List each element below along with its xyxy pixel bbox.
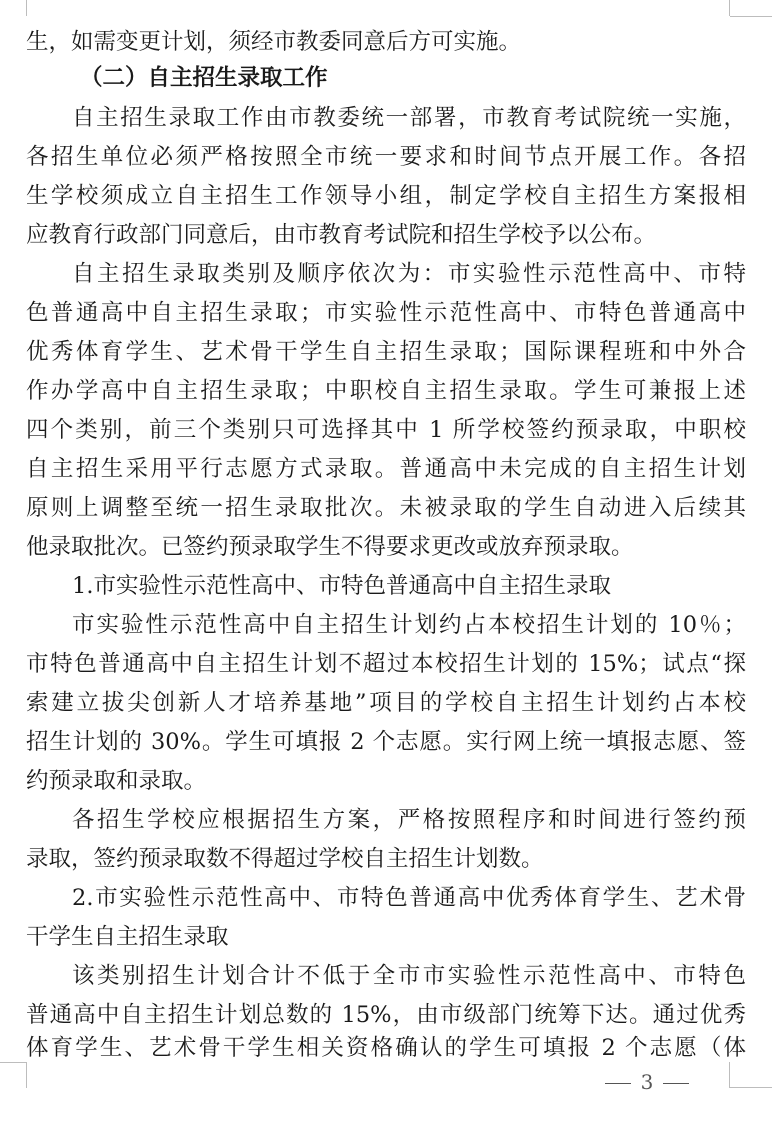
text-line: 自主招生录取工作由市教委统一部署，市教育考试院统一实施，: [72, 105, 746, 131]
page-number-value: 3: [640, 1070, 654, 1094]
text-line: 各招生单位必须严格按照全市统一要求和时间节点开展工作。各招: [26, 144, 746, 170]
page-number-dash-left: [605, 1083, 631, 1084]
subsection-heading-continued: 干学生自主招生录取: [26, 924, 229, 950]
crop-mark-top-left-vertical: [26, 0, 27, 16]
text-line: 四个类别，前三个类别只可选择其中 1 所学校签约预录取，中职校: [26, 417, 746, 443]
text-line: 市实验性示范性高中自主招生计划约占本校招生计划的 10％；: [72, 612, 746, 638]
text-line: 索建立拔尖创新人才培养基地”项目的学校自主招生计划约占本校: [26, 690, 746, 716]
text-line: 生学校须成立自主招生工作领导小组，制定学校自主招生方案报相: [26, 183, 746, 209]
text-line: 自主招生采用平行志愿方式录取。普通高中未完成的自主招生计划: [26, 456, 746, 482]
text-line: 自主招生录取类别及顺序依次为：市实验性示范性高中、市特: [72, 261, 746, 287]
text-line: 该类别招生计划合计不低于全市市实验性示范性高中、市特色: [72, 963, 746, 989]
text-line: 约预录取和录取。: [26, 768, 207, 794]
text-line: 市特色普通高中自主招生计划不超过本校招生计划的 15%；试点“探: [26, 651, 746, 677]
subsection-heading: 1.市实验性示范性高中、市特色普通高中自主招生录取: [72, 573, 611, 599]
text-line: 各招生学校应根据招生方案，严格按照程序和时间进行签约预: [72, 807, 746, 833]
text-line: 他录取批次。已签约预录取学生不得要求更改或放弃预录取。: [26, 534, 634, 560]
text-line: 应教育行政部门同意后，由市教育考试院和招生学校予以公布。: [26, 222, 657, 248]
subsection-heading: 2.市实验性示范性高中、市特色普通高中优秀体育学生、艺术骨: [72, 885, 746, 911]
crop-mark-top-right-horizontal: [730, 16, 772, 17]
crop-mark-bottom-right-horizontal: [730, 1087, 772, 1088]
crop-mark-top-right-vertical: [729, 0, 730, 16]
text-line: 生，如需变更计划，须经市教委同意后方可实施。: [26, 29, 522, 55]
text-line: 色普通高中自主招生录取；市实验性示范性高中、市特色普通高中: [26, 300, 746, 326]
page-number: [592, 1067, 702, 1097]
text-line: 招生计划的 30%。学生可填报 2 个志愿。实行网上统一填报志愿、签: [26, 729, 746, 755]
page-number-dash-right: [663, 1083, 689, 1084]
text-line: 录取，签约预录取数不得超过学校自主招生计划数。: [26, 846, 544, 872]
section-heading: （二）自主招生录取工作: [80, 65, 328, 91]
text-line: 优秀体育学生、艺术骨干学生自主招生录取；国际课程班和中外合: [26, 339, 746, 365]
text-line: 普通高中自主招生计划总数的 15%，由市级部门统筹下达。通过优秀: [26, 1002, 746, 1028]
crop-mark-bottom-left-horizontal: [0, 1062, 26, 1063]
text-line: 作办学高中自主招生录取；中职校自主招生录取。学生可兼报上述: [26, 378, 746, 404]
text-line: 体育学生、艺术骨干学生相关资格确认的学生可填报 2 个志愿（体: [26, 1035, 746, 1061]
text-line: 原则上调整至统一招生录取批次。未被录取的学生自动进入后续其: [26, 495, 746, 521]
